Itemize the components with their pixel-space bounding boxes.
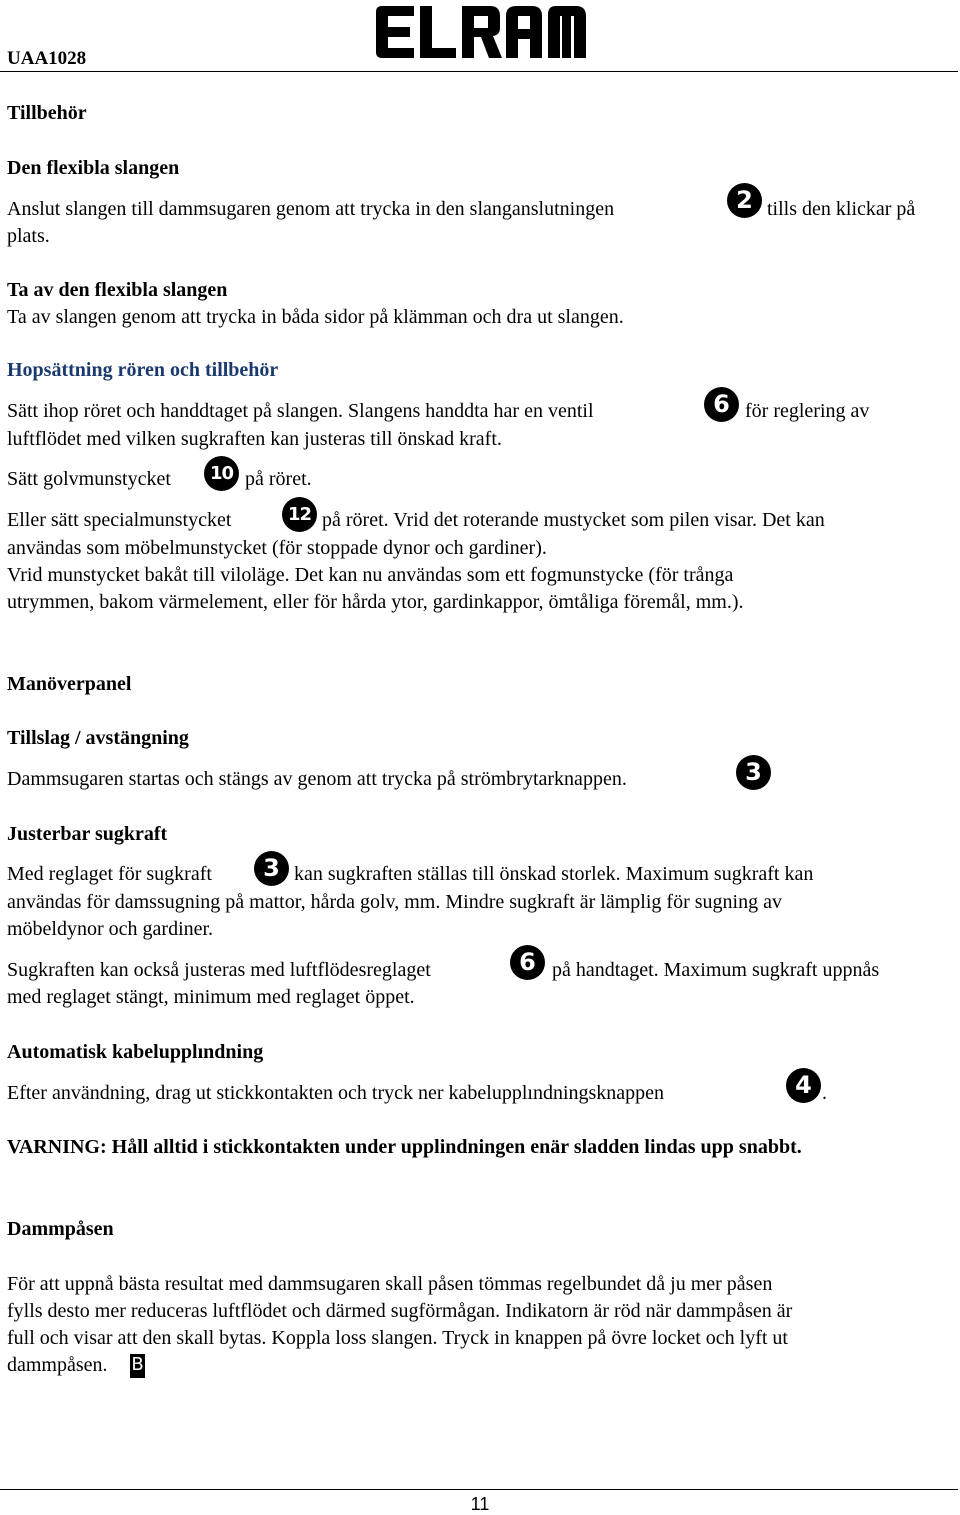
heading-flexibla-slangen: Den flexibla slangen xyxy=(7,157,180,179)
para-just-line2: användas för damssugning på mattor, hårda golv, mm. Mindre sugkraft är lämplig för sugning av xyxy=(7,891,782,913)
callout-2-icon: 2 xyxy=(727,183,762,218)
heading-hopsattning: Hopsättning rören och tillbehör xyxy=(7,359,279,381)
para-damm-line1: För att uppnå bästa resultat med dammsugaren skall påsen tömmas regelbundet då ju mer påsen xyxy=(7,1273,773,1295)
callout-3-icon-b: 3 xyxy=(254,851,289,886)
header-rule xyxy=(0,71,958,72)
heading-justerbar: Justerbar sugkraft xyxy=(7,823,168,845)
callout-b-icon: B xyxy=(130,1354,145,1378)
para-damm-line2: fylls desto mer reduceras luftflödet och därmed sugförmågan. Indikatorn är röd när dammpåsen är xyxy=(7,1300,793,1322)
para-hop-line1b: för reglering av xyxy=(745,400,870,422)
para-spec-line2: användas som möbelmunstycket (för stoppade dynor och gardiner). xyxy=(7,537,547,559)
para-just-line3: möbeldynor och gardiner. xyxy=(7,918,214,940)
para-just-line1a: Med reglaget för sugkraft xyxy=(7,863,212,885)
footer-rule xyxy=(0,1489,958,1490)
para-spec-a: Eller sätt specialmunstycket xyxy=(7,509,232,531)
para-spec-line4: utrymmen, bakom värmelement, eller för hårda ytor, gardinkappor, ömtåliga föremål, mm.). xyxy=(7,591,744,613)
page-number: 11 xyxy=(470,1494,490,1514)
warning-text: VARNING: Håll alltid i stickkontakten under upplindningen enär sladden lindas upp snabbt. xyxy=(7,1136,802,1158)
heading-manoverpanel: Manöverpanel xyxy=(7,673,132,695)
para-hop-line1a: Sätt ihop röret och handdtaget på slangen. Slangens handdta har en ventil xyxy=(7,400,594,422)
para-flex-line2: plats. xyxy=(7,225,50,247)
callout-4-icon: 4 xyxy=(786,1068,821,1103)
para-golv-a: Sätt golvmunstycket xyxy=(7,468,171,490)
para-damm-line3: full och visar att den skall bytas. Koppla loss slangen. Tryck in knappen på övre locket och lyft ut xyxy=(7,1327,788,1349)
para-just-line1b: kan sugkraften ställas till önskad storlek. Maximum sugkraft kan xyxy=(294,863,814,885)
para-ta-av: Ta av slangen genom att trycka in båda sidor på klämman och dra ut slangen. xyxy=(7,306,624,328)
page-header xyxy=(0,0,960,76)
para-auto-b: . xyxy=(822,1082,827,1104)
para-flex-line1a: Anslut slangen till dammsugaren genom att trycka in den slanganslutningen xyxy=(7,198,615,220)
heading-dammpasen: Dammpåsen xyxy=(7,1218,114,1240)
para-spec-line3: Vrid munstycket bakåt till viloläge. Det kan nu användas som ett fogmunstycke (för trånga xyxy=(7,564,734,586)
para-tillslag: Dammsugaren startas och stängs av genom att trycka på strömbrytarknappen. xyxy=(7,768,627,790)
para-auto-a: Efter användning, drag ut stickkontakten och tryck ner kabelupplındningsknappen xyxy=(7,1082,665,1104)
callout-10-icon: 10 xyxy=(204,456,239,491)
para-damm-line4: dammpåsen. xyxy=(7,1354,108,1376)
para-sug-line2: med reglaget stängt, minimum med reglaget öppet. xyxy=(7,986,415,1008)
para-spec-b: på röret. Vrid det roterande mustycket som pilen visar. Det kan xyxy=(322,509,825,531)
heading-tillbehor: Tillbehör xyxy=(7,102,87,124)
para-sug-line1b: på handtaget. Maximum sugkraft uppnås xyxy=(552,959,880,981)
model-number: UAA1028 xyxy=(7,48,87,69)
para-golv-b: på röret. xyxy=(245,468,312,490)
para-sug-line1a: Sugkraften kan också justeras med luftflödesreglaget xyxy=(7,959,431,981)
callout-6-icon: 6 xyxy=(704,387,739,422)
callout-6-icon-b: 6 xyxy=(510,945,545,980)
callout-12-icon: 12 xyxy=(282,497,317,532)
para-hop-line2: luftflödet med vilken sugkraften kan justeras till önskad kraft. xyxy=(7,428,502,450)
elram-logo xyxy=(376,6,586,60)
heading-tillslag: Tillslag / avstängning xyxy=(7,727,189,749)
callout-3-icon: 3 xyxy=(736,755,771,790)
heading-ta-av: Ta av den flexibla slangen xyxy=(7,279,228,301)
para-flex-line1b: tills den klickar på xyxy=(767,198,916,220)
heading-automatisk: Automatisk kabelupplındning xyxy=(7,1041,264,1063)
